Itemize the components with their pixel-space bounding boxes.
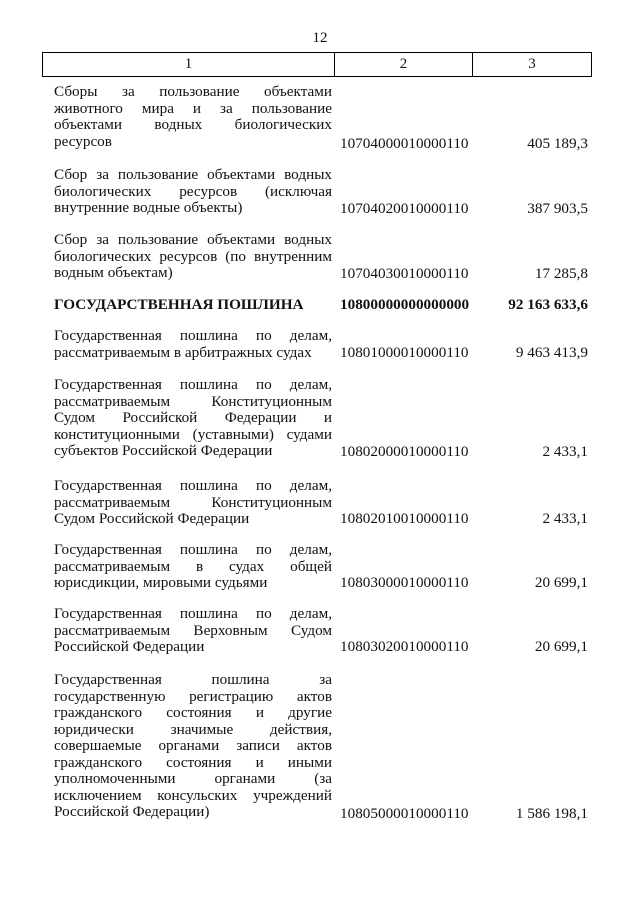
- row-name: Государственная пошлина по делам, рассматриваемым Конституционным Судом Российской Федерации и конституционными (уставными) судами субъектов Российской Федерации: [54, 376, 332, 459]
- row-name: ГОСУДАРСТВЕННАЯ ПОШЛИНА: [54, 296, 304, 313]
- row-amount: 20 699,1: [534, 638, 588, 655]
- row-amount: 20 699,1: [534, 574, 588, 591]
- row-code: 10801000010000110: [340, 344, 469, 361]
- row-amount: 405 189,3: [527, 135, 588, 152]
- row-name: Государственная пошлина по делам, рассматриваемым в арбитражных судах: [54, 327, 332, 361]
- row-code: 10704030010000110: [340, 265, 469, 282]
- row-name: Сборы за пользование объектами животного мира и за пользование объектами водных биологических ресурсов: [54, 83, 332, 150]
- row-amount: 9 463 413,9: [515, 344, 588, 361]
- row-amount: 2 433,1: [542, 510, 588, 527]
- row-code: 10704020010000110: [340, 200, 469, 217]
- row-code: 10800000000000000: [340, 296, 470, 313]
- row-amount: 387 903,5: [527, 200, 588, 217]
- row-code: 10704000010000110: [340, 135, 469, 152]
- page-number: 12: [312, 30, 328, 46]
- header-col-2: 2: [335, 53, 473, 76]
- row-name: Государственная пошлина за государственную регистрацию актов гражданского состояния и другие юридически значимые действия, совершаемые органами записи актов гражданского состояния и иными уполномоченными органами (за исключением консульских учреждений Российской Федерации): [54, 671, 332, 820]
- row-amount: 17 285,8: [534, 265, 588, 282]
- row-amount: 1 586 198,1: [515, 805, 588, 822]
- row-code: 10802000010000110: [340, 443, 469, 460]
- row-amount: 92 163 633,6: [508, 296, 588, 313]
- row-amount: 2 433,1: [542, 443, 588, 460]
- header-col-1: 1: [43, 53, 335, 76]
- row-code: 10805000010000110: [340, 805, 469, 822]
- row-name: Государственная пошлина по делам, рассматриваемым Конституционным Судом Российской Федерации: [54, 477, 332, 527]
- row-name: Государственная пошлина по делам, рассматриваемым в судах общей юрисдикции, мировыми судьями: [54, 541, 332, 591]
- header-col-3: 3: [528, 56, 536, 72]
- row-code: 10802010010000110: [340, 510, 469, 527]
- row-name: Государственная пошлина по делам, рассматриваемым Верховным Судом Российской Федерации: [54, 605, 332, 655]
- row-code: 10803020010000110: [340, 638, 469, 655]
- row-name: Сбор за пользование объектами водных биологических ресурсов (по внутренним водным объектам): [54, 231, 332, 281]
- row-code: 10803000010000110: [340, 574, 469, 591]
- row-name: Сбор за пользование объектами водных биологических ресурсов (исключая внутренние водные объекты): [54, 166, 332, 216]
